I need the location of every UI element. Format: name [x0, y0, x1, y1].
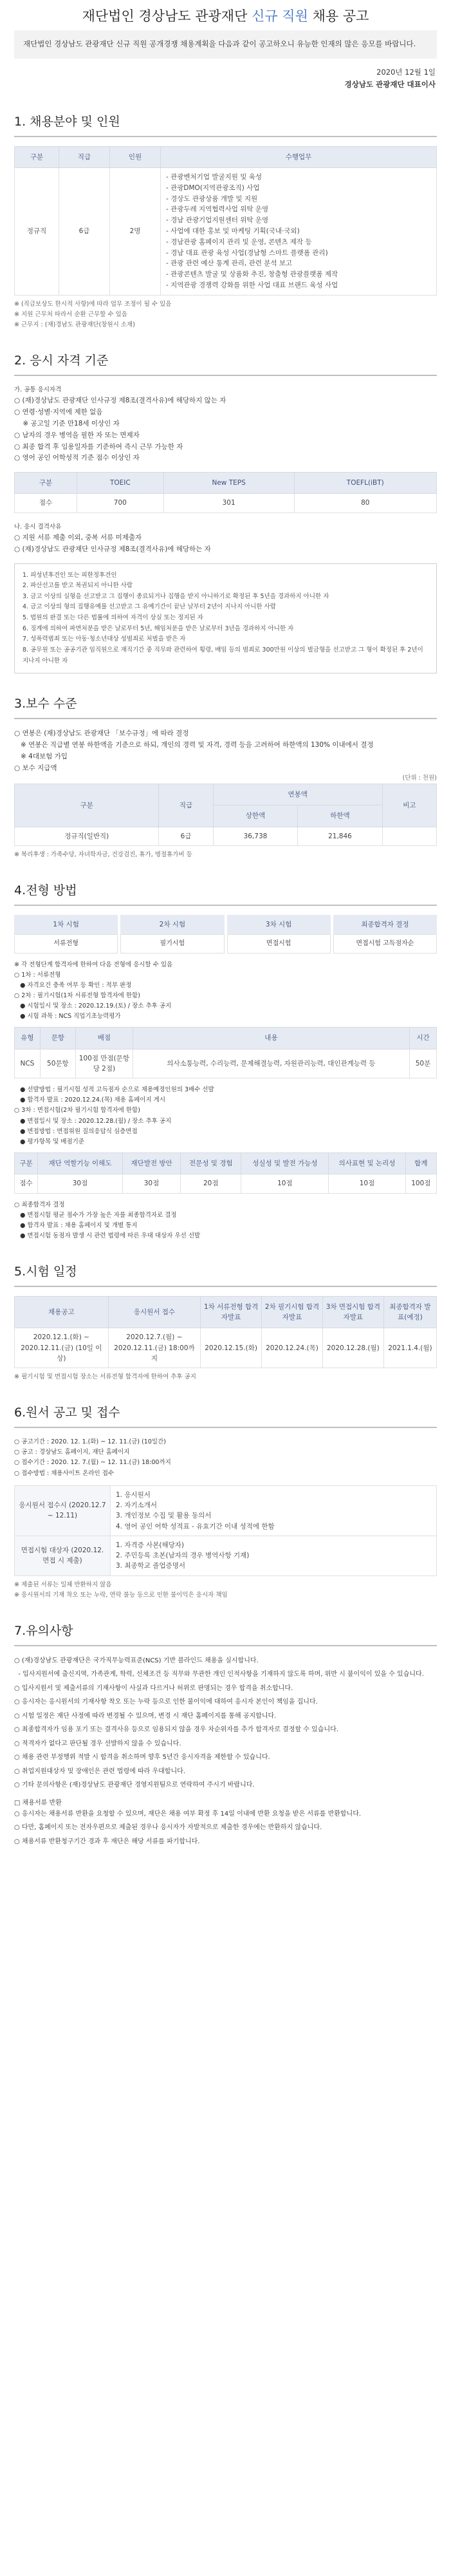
cell: 30점 — [122, 1174, 180, 1193]
note-line: ※ 제출된 서류는 일체 반환하지 않음 — [14, 1581, 112, 1588]
step-title: 1차 시험 — [14, 915, 118, 934]
caution-list — [14, 1655, 437, 1791]
application-line: ○ 접수방법 : 채용사이트 온라인 접수 — [14, 1469, 115, 1477]
cell: 2020.12.28.(월) — [322, 1328, 383, 1368]
subheading-disqualification: 나. 응시 결격사유 — [14, 523, 62, 531]
selection-line: ● 선발방법 : 필기시험 성적 고득점자 순으로 채용예정인원의 3배수 선발 — [14, 1086, 214, 1094]
section-divider — [14, 1427, 437, 1428]
cell: 21,846 — [298, 827, 383, 845]
salary-lines — [14, 728, 437, 774]
section-title-selection: 4.전형 방법 — [14, 883, 77, 898]
duty-item: - 경남 관광기업지원센터 위탁 운영 — [166, 216, 269, 225]
written-test-table — [14, 1027, 437, 1078]
cell: 80 — [294, 494, 436, 512]
disqualification-line: ○ (재)경상남도 관광재단 인사규정 제8조(결격사유)에 해당하는 자 — [14, 545, 211, 553]
duty-item: - 관광DMO(지역관광조직) 사업 — [166, 183, 260, 192]
application-line: ○ 공고기간 : 2020. 12. 1.(화) ~ 12. 11.(금) (10일간) — [14, 1438, 166, 1446]
welfare-note: ※ 복리후생 : 가족수당, 자녀학자금, 건강검진, 휴가, 명절휴가비 등 — [14, 851, 192, 858]
selection-line: ● 시험일시 및 장소 : 2020.12.19.(토) / 장소 추후 공지 — [14, 1002, 172, 1010]
step-body: 필기시험 — [120, 934, 224, 954]
col-header: 최종합격자 발표(예정) — [383, 1296, 436, 1328]
box-line: 8. 공무원 또는 공공기관 임직원으로 재직기간 중 직무와 관련하여 횡령, 배임 등의 범죄로 300만원 이상의 벌금형을 선고받고 그 형이 확정된 후 2년이 지나지 아니한 자 — [23, 646, 425, 664]
selection-line: ● 평가항목 및 배점기준 — [14, 1138, 85, 1145]
language-score-table — [14, 472, 437, 513]
cell: 2020.12.24.(목) — [262, 1328, 323, 1368]
selection-steps — [14, 915, 437, 954]
application-notes — [14, 1580, 437, 1601]
cell: 50분 — [410, 1049, 437, 1078]
col-header: 인원 — [110, 146, 161, 167]
cell: 10점 — [241, 1174, 329, 1193]
schedule-table — [14, 1296, 437, 1368]
section-divider — [14, 375, 437, 376]
cell-grade: 6급 — [59, 168, 110, 296]
col-header: 직급 — [159, 784, 213, 827]
caution-item: ○ 입사지원서 및 제출서류의 기재사항이 사실과 다르거나 허위로 판명되는 경우 합격을 취소합니다. — [14, 1684, 293, 1692]
disqualification-line: ○ 지원 서류 제출 이외, 중복 서류 미제출자 — [14, 533, 142, 541]
col-header: 전문성 및 경험 — [181, 1153, 241, 1174]
cell: 점수 — [15, 494, 77, 512]
cell: 2020.12.7.(월) ~ 2020.12.11.(금) 18:00까지 — [108, 1328, 201, 1368]
duty-item: - 경남관광 홈페이지 관리 및 운영, 콘텐츠 제작 등 — [166, 238, 312, 246]
caution-item: ○ 취업지원대상자 및 장애인은 관련 법령에 따라 우대합니다. — [14, 1767, 185, 1775]
cell: 2020.12.1.(화) ~ 2020.12.11.(금) (10일 이상) — [15, 1328, 109, 1368]
selection-line: ※ 각 전형단계 합격자에 한하여 다음 전형에 응시할 수 있음 — [14, 961, 173, 968]
col-header: TOEIC — [77, 473, 163, 494]
col-header-group: 연봉액 — [213, 784, 382, 805]
cell: 36,738 — [213, 827, 298, 845]
section-divider — [14, 136, 437, 137]
application-lines — [14, 1437, 437, 1479]
step-title: 3차 시험 — [227, 915, 331, 934]
selection-line: ● 자격요건 충족 여부 등 확인 : 적부 판정 — [14, 981, 132, 989]
box-line: 6. 징계에 의하여 파면처분을 받은 날로부터 5년, 해임처분을 받은 날로부터 3년을 경과하지 아니한 자 — [23, 625, 294, 632]
selection-step — [14, 915, 118, 954]
document-item: 1. 자격증 사본(해당자) — [116, 1541, 185, 1549]
col-header: 직급 — [59, 146, 110, 167]
cell-items — [111, 1536, 437, 1575]
col-header: 유형 — [15, 1028, 41, 1049]
section-divider — [14, 1645, 437, 1646]
requirement-line: ※ 공고일 기준 만18세 이상인 자 — [14, 419, 120, 428]
requirement-line: ○ 연령·성별·지역에 제한 없음 — [14, 408, 103, 416]
caution-item: ○ 시험 일정은 재단 사정에 따라 변경될 수 있으며, 변경 시 재단 홈페이지를 통해 공지합니다. — [14, 1712, 277, 1720]
return-item: ○ 다만, 홈페이지 또는 전자우편으로 제출된 경우나 응시자가 자발적으로 제출한 경우에는 반환하지 않습니다. — [14, 1824, 322, 1832]
notice-date-block — [14, 66, 436, 91]
common-requirements — [14, 395, 437, 464]
return-item: ○ 채용서류 반환청구기간 경과 후 재단은 해당 서류를 파기합니다. — [14, 1838, 200, 1845]
note-line: ※ 지원 근무처 따라서 순환 근무할 수 있음 — [14, 310, 127, 318]
unit-label: (단위 : 천원) — [402, 775, 437, 782]
salary-line: ※ 연봉은 직급별 연봉 하한액을 기준으로 하되, 개인의 경력 및 자격, 경력 등을 고려하여 하한액의 130% 이내에서 결정 — [14, 740, 374, 749]
box-line: 1. 피성년후견인 또는 피한정후견인 — [23, 571, 117, 579]
duty-item: - 관광콘텐츠 발굴 및 상품화 추진, 창출형 관광플랫폼 제작 — [166, 270, 338, 279]
cell-label: 면접시험 대상자 (2020.12. 면접 시 제출) — [15, 1536, 111, 1575]
cell: 100점 만점(문항 당 2점) — [75, 1049, 133, 1078]
caution-item: ○ 응시자는 응시원서의 기재사항 착오 또는 누락 등으로 인한 불이익에 대하여 응시자 본인이 책임을 집니다. — [14, 1698, 318, 1706]
col-header: 수행업무 — [161, 146, 437, 167]
recruitment-table — [14, 146, 437, 296]
duty-item: - 관광 관련 예산 통계 관리, 관련 분석 보고 — [166, 259, 293, 268]
col-header: 상한액 — [213, 805, 298, 827]
duty-item: - 경남 대표 관광 육성 사업(경남형 스마트 플랫폼 관리) — [166, 249, 328, 257]
col-header: New TEPS — [163, 473, 294, 494]
note-line: ※ (직급보상도 한시적 사항)에 따라 업무 조정이 될 수 있음 — [14, 300, 172, 308]
application-line: ○ 접수기간 : 2020. 12. 7.(월) ~ 12. 11.(금) 18:00까지 — [14, 1459, 171, 1467]
col-header: 재단발전 방안 — [122, 1153, 180, 1174]
cell-label: 응시원서 접수시 (2020.12.7 ~ 12.11) — [15, 1485, 111, 1536]
cell: 301 — [163, 494, 294, 512]
box-line: 4. 금고 이상의 형의 집행유예를 선고받고 그 유예기간이 끝난 날부터 2년이 지나지 아니한 사람 — [23, 603, 276, 611]
cell: 정규직(일반직) — [15, 827, 159, 845]
selection-step — [227, 915, 331, 954]
step-body: 서류전형 — [14, 934, 118, 954]
box-line: 5. 법원의 판결 또는 다른 법률에 의하여 자격이 상실 또는 정지된 자 — [23, 614, 203, 622]
intro-box: 재단법인 경상남도 관광재단 신규 직원 공개경쟁 채용계획을 다음과 같이 공고하오니 유능한 인재의 많은 응모를 바랍니다. — [14, 30, 437, 59]
return-list — [14, 1809, 437, 1848]
step-body: 면접시험 고득점자순 — [333, 934, 437, 954]
col-header: 배점 — [75, 1028, 133, 1049]
col-header: 의사표현 및 논리성 — [329, 1153, 405, 1174]
col-header: 내용 — [133, 1028, 409, 1049]
salary-table — [14, 784, 437, 846]
interview-lines — [14, 1085, 437, 1147]
return-item: ○ 응시자는 채용서류 반환을 요청할 수 있으며, 재단은 채용 여부 확정 후 14일 이내에 반환 요청을 받은 서류를 반환합니다. — [14, 1810, 362, 1818]
document-item: 4. 영어 공인 어학 성적표 - 유효기간 이내 성적에 한함 — [116, 1522, 275, 1530]
cell: 100점 — [405, 1174, 436, 1193]
col-header: 합계 — [405, 1153, 436, 1174]
cell-category: 정규직 — [15, 168, 59, 296]
requirement-line: ○ (재)경상남도 관광재단 인사규정 제8조(결격사유)에 해당하지 않는 자 — [14, 397, 226, 405]
cell: 10점 — [329, 1174, 405, 1193]
section-title-schedule: 5.시험 일정 — [14, 1264, 77, 1279]
col-header: 채용공고 — [15, 1296, 109, 1328]
cell: 20점 — [181, 1174, 241, 1193]
col-header: 비고 — [382, 784, 436, 827]
caution-item: - 입사지원서에 출신지역, 가족관계, 학력, 신체조건 등 직무와 무관한 개인 인적사항을 기재하지 않도록 하며, 위반 시 불이익이 있을 수 있습니다. — [14, 1671, 424, 1678]
application-line: ○ 공고 : 경상남도 홈페이지, 재단 홈페이지 — [14, 1449, 130, 1456]
col-header: 구분 — [15, 146, 59, 167]
document-item: 2. 자기소개서 — [116, 1501, 158, 1510]
selection-step — [333, 915, 437, 954]
box-line: 3. 금고 이상의 실형을 선고받고 그 집행이 종료되거나 집행을 받지 아니하기로 확정된 후 5년을 경과하지 아니한 자 — [23, 592, 329, 600]
document-item: 1. 응시원서 — [116, 1490, 151, 1499]
col-header: 문항 — [40, 1028, 75, 1049]
requirement-line: ○ 최종 합격 후 임용일자를 기준하여 즉시 근무 가능한 자 — [14, 442, 183, 451]
document-item: 3. 개인정보 수집 및 활용 동의서 — [116, 1512, 212, 1520]
caution-item: ○ 기타 문의사항은 (재)경상남도 관광재단 경영지원팀으로 연락하여 주시기 바랍니다. — [14, 1782, 255, 1789]
col-header: 구분 — [15, 1153, 38, 1174]
selection-line: ● 합격자 발표 : 채용 홈페이지 및 개별 통지 — [14, 1221, 138, 1229]
schedule-note: ※ 필기시험 및 면접시험 장소는 서류전형 합격자에 한하여 추후 공지 — [14, 1373, 196, 1381]
requirement-line: ○ 남자의 경우 병역을 필한 자 또는 면제자 — [14, 431, 140, 439]
section-divider — [14, 1286, 437, 1287]
col-header: 1차 서류전형 합격자발표 — [201, 1296, 262, 1328]
duty-item: - 경상도 관광상품 개발 및 지원 — [166, 194, 258, 203]
title-highlight: 신규 직원 — [252, 8, 308, 24]
cell — [382, 827, 436, 845]
selection-line: ○ 3차 : 면접시험(2차 필기시험 합격자에 한함) — [14, 1107, 140, 1114]
selection-line: ● 면접시험 평균 점수가 가장 높은 자를 최종합격자로 결정 — [14, 1211, 177, 1219]
duty-item: - 사업에 대한 홍보 및 마케팅 기획(국내·국외) — [166, 227, 300, 235]
cell: 점수 — [15, 1174, 38, 1193]
selection-line: ● 면접일시 및 장소 : 2020.12.28.(월) / 장소 추후 공지 — [14, 1117, 172, 1125]
duty-item: - 관광두레 지역협력사업 위탁 운영 — [166, 205, 269, 214]
note-line: ※ 응시원서의 기재 착오 또는 누락, 연락 불능 등으로 인한 불이익은 응시자 책임 — [14, 1591, 228, 1599]
section-title-application: 6.원서 공고 및 접수 — [14, 1406, 120, 1420]
step-title: 2차 시험 — [120, 915, 224, 934]
col-header: 구분 — [15, 784, 159, 827]
section-divider — [14, 905, 437, 906]
disqualification-list — [14, 532, 437, 556]
cell: 30점 — [38, 1174, 123, 1193]
recruitment-notes — [14, 299, 437, 330]
notice-date: 2020년 12월 1일 — [376, 67, 436, 77]
caution-item: ○ 적격자가 없다고 판단될 경우 선발하지 않을 수 있습니다. — [14, 1740, 181, 1747]
salary-line: ○ 연봉은 (재)경상남도 관광재단 「보수규정」에 따라 결정 — [14, 729, 189, 737]
selection-line: ○ 1차 : 서류전형 — [14, 971, 61, 979]
cell-count: 2명 — [110, 168, 161, 296]
col-header: 재단 역할기능 이해도 — [38, 1153, 123, 1174]
subheading-return: □ 채용서류 반환 — [14, 1799, 62, 1807]
documents-table — [14, 1485, 437, 1576]
issuer-name: 경상남도 관광재단 대표이사 — [344, 80, 436, 89]
final-decision-lines — [14, 1200, 437, 1242]
page-title — [14, 8, 437, 25]
section-divider — [14, 718, 437, 719]
cell: 6급 — [159, 827, 213, 845]
cell-duties — [161, 168, 437, 296]
title-post: 채용 공고 — [308, 8, 369, 24]
duty-list — [166, 172, 434, 291]
selection-lines — [14, 960, 437, 1022]
selection-line: ○ 2차 : 필기시험(1차 서류전형 합격자에 한함) — [14, 992, 140, 999]
section-title-recruitment: 1. 채용분야 및 인원 — [14, 114, 120, 129]
section-title-salary: 3.보수 수준 — [14, 697, 77, 711]
step-body: 면접시험 — [227, 934, 331, 954]
selection-line: ● 합격자 발표 : 2020.12.24.(목) 채용 홈페이지 게시 — [14, 1096, 165, 1104]
salary-line: ○ 보수 지급액 — [14, 764, 57, 772]
duty-item: - 지역관광 경쟁력 강화를 위한 사업 대표 브랜드 육성 사업 — [166, 281, 338, 289]
box-line: 7. 성폭력범죄 또는 아동·청소년대상 성범죄로 처벌을 받은 자 — [23, 635, 186, 643]
selection-line: ○ 최종합격자 결정 — [14, 1201, 65, 1208]
title-pre: 재단법인 경상남도 관광재단 — [82, 8, 252, 24]
col-header: 2차 필기시험 합격자발표 — [262, 1296, 323, 1328]
col-header: 응시원서 접수 — [108, 1296, 201, 1328]
col-header: 3차 면접시험 합격자발표 — [322, 1296, 383, 1328]
duty-item: - 관광벤처기업 발굴지원 및 육성 — [166, 173, 262, 181]
selection-line: ● 시험 과목 : NCS 직업기초능력평가 — [14, 1013, 121, 1020]
step-title: 최종합격자 결정 — [333, 915, 437, 934]
document-item: 2. 주민등록 초본(남자의 경우 병역사항 기재) — [116, 1552, 250, 1560]
caution-item: ○ (재)경상남도 관광재단은 국가직무능력표준(NCS) 기반 블라인드 채용을 실시합니다. — [14, 1657, 259, 1664]
col-header: 구분 — [15, 473, 77, 494]
col-header: 성실성 및 발전 가능성 — [241, 1153, 329, 1174]
col-header: TOEFL(iBT) — [294, 473, 436, 494]
section-title-cautions: 7.유의사항 — [14, 1623, 73, 1638]
caution-item: ○ 채용 관련 부정행위 적발 시 합격을 취소하며 향후 5년간 응시자격을 제한할 수 있습니다. — [14, 1754, 270, 1762]
document-item: 3. 최종학교 졸업증명서 — [116, 1562, 185, 1570]
selection-line: ● 면접시험 동점자 발생 시 관련 법령에 따른 우대 대상자 우선 선발 — [14, 1232, 201, 1239]
cell: 50문항 — [40, 1049, 75, 1078]
col-header: 시간 — [410, 1028, 437, 1049]
cell: 700 — [77, 494, 163, 512]
interview-score-table — [14, 1152, 437, 1194]
cell: 의사소통능력, 수리능력, 문제해결능력, 자원관리능력, 대인관계능력 등 — [133, 1049, 409, 1078]
box-line: 2. 파산선고를 받고 복권되지 아니한 사람 — [23, 582, 133, 590]
requirement-line: ○ 영어 공인 어학성적 기준 점수 이상인 자 — [14, 454, 140, 462]
disqualification-box — [14, 563, 437, 674]
note-line: ※ 근무지 : (재)경남도 관광재단(창원시 소재) — [14, 321, 135, 329]
caution-item: ○ 최종합격자가 임용 포기 또는 결격사유 등으로 임용되지 않을 경우 차순위자를 추가 합격자로 결정할 수 있습니다. — [14, 1726, 338, 1734]
salary-line: ※ 4대보험 가입 — [14, 752, 68, 760]
cell: 2021.1.4.(월) — [383, 1328, 436, 1368]
cell: NCS — [15, 1049, 41, 1078]
col-header: 하한액 — [298, 805, 383, 827]
subheading-common: 가. 공통 응시자격 — [14, 386, 62, 393]
selection-line: ● 면접방법 : 면접위원 질의응답식 심층면접 — [14, 1127, 138, 1135]
cell-items — [111, 1485, 437, 1536]
cell: 2020.12.15.(화) — [201, 1328, 262, 1368]
section-title-qualification: 2. 응시 자격 기준 — [14, 353, 109, 368]
selection-step — [120, 915, 224, 954]
